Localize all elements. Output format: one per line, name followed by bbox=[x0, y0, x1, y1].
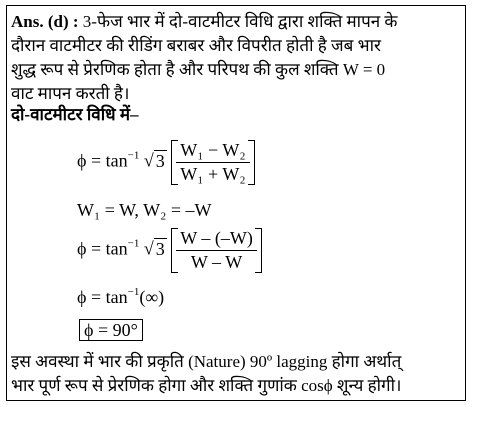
answer-paragraph bbox=[11, 10, 463, 106]
eq3-numerator: W – (–W) bbox=[176, 228, 257, 251]
conclusion-line-1: इस अवस्था में भार की प्रकृति (Nature) 90º lagging होगा अर्थात् bbox=[11, 352, 402, 371]
equation-phi-ratio: $\phi = \tan^{-1}$ √ 3 $\frac{\text{W₁ − W₂}}{\text{W₁ + W₂}}$ bbox=[77, 140, 255, 185]
section-heading: दो-वाटमीटर विधि में– bbox=[11, 105, 139, 124]
answer-line-3: शुद्ध रूप से प्रेरणिक होता है और परिपथ की कुल शक्ति W = 0 bbox=[11, 60, 386, 79]
answer-line-1: Ans. (d) : 3-फेज भार में दो-वाटमीटर विधि द्वारा शक्ति मापन के bbox=[11, 12, 398, 31]
answer-box bbox=[6, 5, 466, 401]
conclusion-line-2: भार पूर्ण रूप से प्रेरणिक होगा और शक्ति गुणांक cosϕ शून्य होगी। bbox=[11, 376, 402, 395]
equation-w-values: W₁ = W, W₂ = –W bbox=[77, 200, 212, 220]
eq3-denominator: W – W bbox=[190, 252, 243, 272]
conclusion-paragraph bbox=[11, 350, 463, 398]
equation-phi-result bbox=[79, 320, 143, 341]
equation-phi-infinity: $\phi = \tan^{-1}(\infty)$ bbox=[77, 286, 165, 307]
boxed-result: ϕ = 90° bbox=[79, 319, 143, 341]
eq1-numerator: W₁ − W₂ bbox=[176, 140, 249, 163]
equation-phi-substituted: $\phi = \tan^{-1}$ √ 3 $\frac{W - (-W)}{W - W}$ bbox=[77, 228, 262, 273]
answer-label: Ans. (d) : bbox=[11, 12, 79, 31]
eq1-denominator: W₁ + W₂ bbox=[180, 164, 246, 184]
answer-line-4: वाट मापन करती है। bbox=[11, 84, 130, 103]
answer-line-2: दौरान वाटमीटर की रीडिंग बराबर और विपरीत होती है जब भार bbox=[11, 36, 381, 55]
